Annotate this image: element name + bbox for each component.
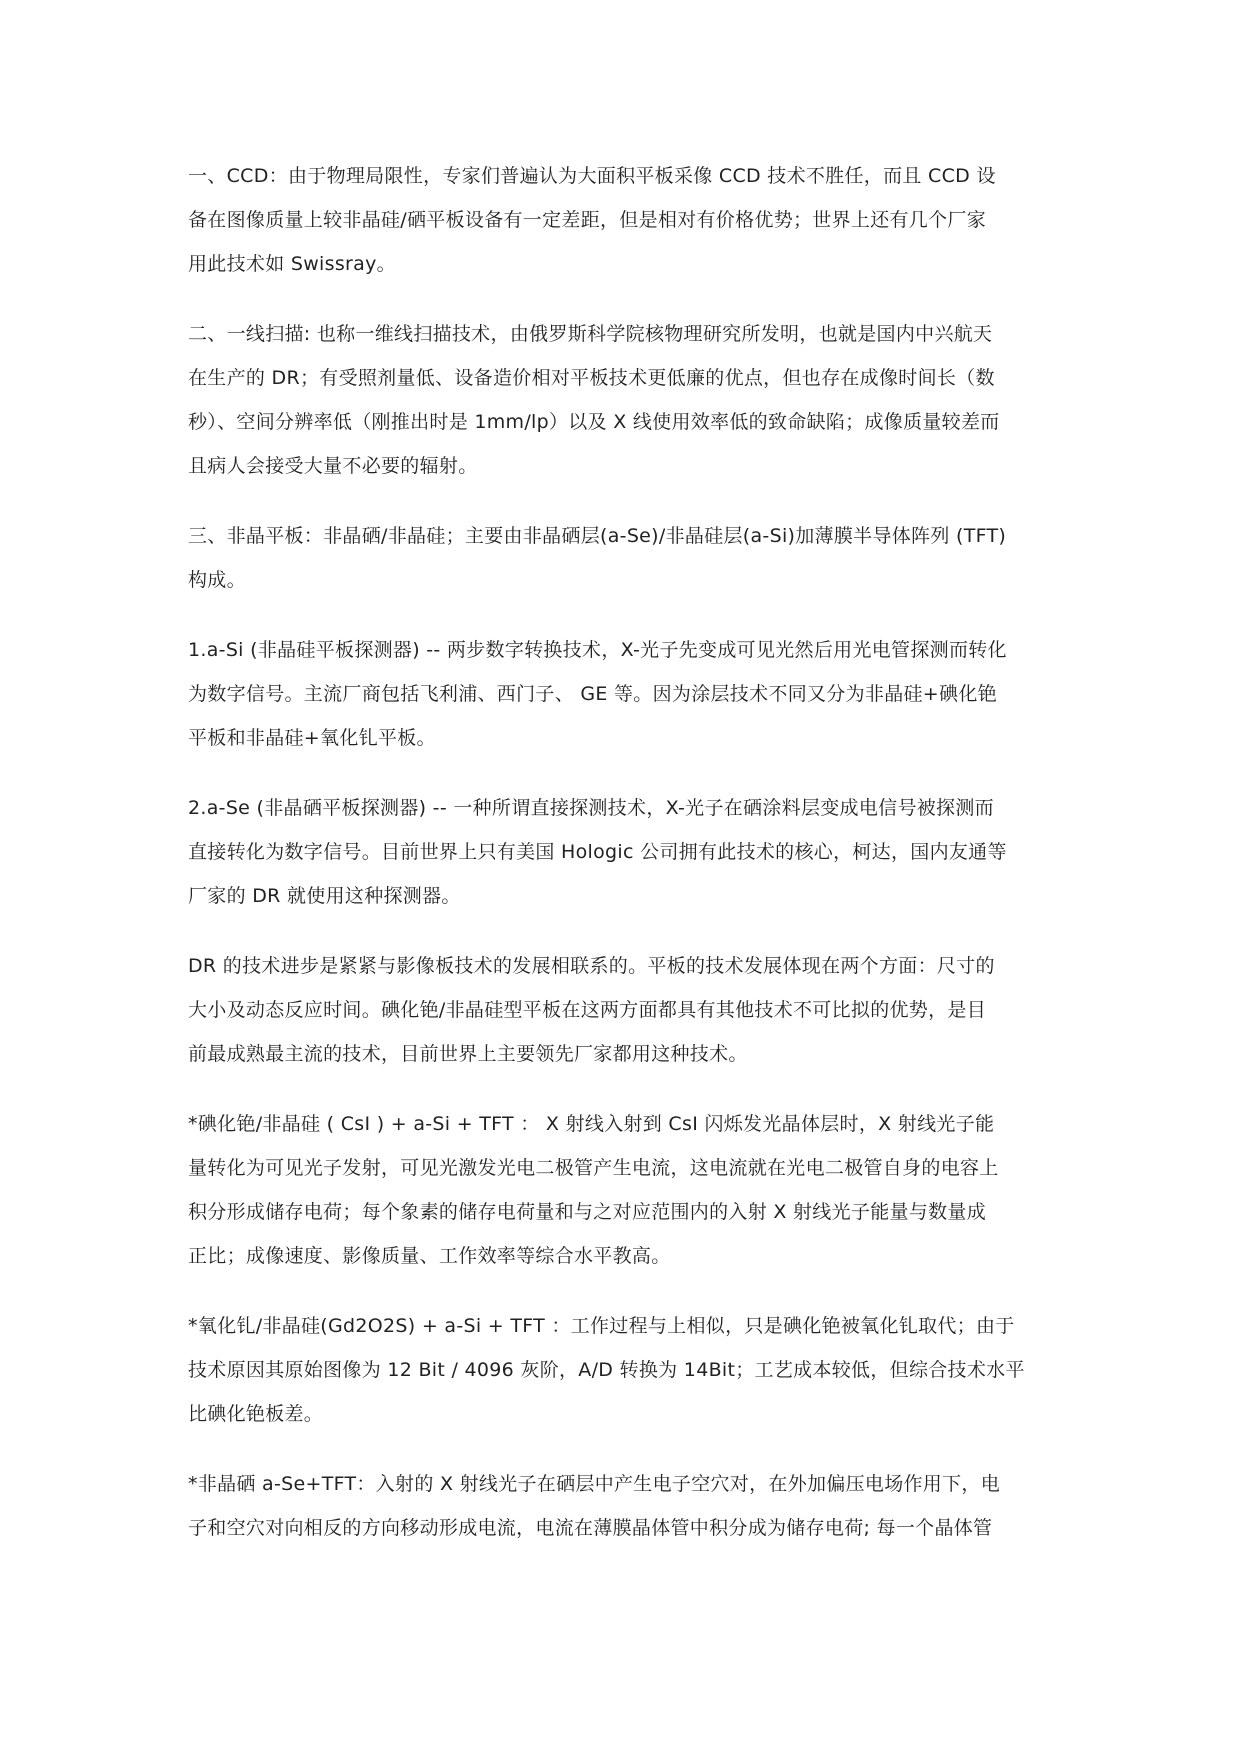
text-line: 量转化为可见光子发射，可见光激发光电二极管产生电流，这电流就在光电二极管自身的电容上 xyxy=(188,1157,999,1179)
text-line: 厂家的 DR 就使用这种探测器。 xyxy=(188,885,461,907)
paragraph-amorphous-panel xyxy=(188,514,1058,602)
paragraph-a-si xyxy=(188,628,1058,760)
document-body xyxy=(188,154,1058,1550)
text-line: 构成。 xyxy=(188,569,246,591)
text-line: 正比；成像速度、影像质量、工作效率等综合水平教高。 xyxy=(188,1245,671,1267)
text-line: 前最成熟最主流的技术，目前世界上主要领先厂家都用这种技术。 xyxy=(188,1043,748,1065)
paragraph-line-scan xyxy=(188,312,1058,488)
text-line: 二、一线扫描: 也称一维线扫描技术，由俄罗斯科学院核物理研究所发明，也就是国内中兴航天 xyxy=(188,323,993,345)
paragraph-gd2o2s-a-si xyxy=(188,1304,1058,1436)
text-line: 直接转化为数字信号。目前世界上只有美国 Hologic 公司拥有此技术的核心，柯达，国内友通等 xyxy=(188,841,1007,863)
text-line: 且病人会接受大量不必要的辐射。 xyxy=(188,455,478,477)
text-line: 一、CCD：由于物理局限性，专家们普遍认为大面积平板采像 CCD 技术不胜任，而且 CCD 设 xyxy=(188,165,996,187)
text-line: 子和空穴对向相反的方向移动形成电流，电流在薄膜晶体管中积分成为储存电荷; 每一个晶体管 xyxy=(188,1517,993,1539)
paragraph-ccd xyxy=(188,154,1058,286)
text-line: 备在图像质量上较非晶硅/硒平板设备有一定差距，但是相对有价格优势；世界上还有几个厂家 xyxy=(188,209,987,231)
text-line: 大小及动态反应时间。碘化铯/非晶硅型平板在这两方面都具有其他技术不可比拟的优势，是目 xyxy=(188,999,987,1021)
text-line: 积分形成储存电荷；每个象素的储存电荷量和与之对应范围内的入射 X 射线光子能量与数量成 xyxy=(188,1201,986,1223)
text-line: 三、非晶平板：非晶硒/非晶硅；主要由非晶硒层(a-Se)/非晶硅层(a-Si)加薄膜半导体阵列 (TFT) xyxy=(188,525,1007,547)
text-line: 秒）、空间分辨率低（刚推出时是 1mm/lp）以及 X 线使用效率低的致命缺陷；成像质量较差而 xyxy=(188,411,1000,433)
text-line: 技术原因其原始图像为 12 Bit / 4096 灰阶，A/D 转换为 14Bit；工艺成本较低，但综合技术水平 xyxy=(188,1359,1025,1381)
text-line: *氧化钆/非晶硅(Gd2O2S) + a-Si + TFT ：工作过程与上相似，只是碘化铯被氧化钆取代；由于 xyxy=(188,1315,1015,1337)
text-line: DR 的技术进步是紧紧与影像板技术的发展相联系的。平板的技术发展体现在两个方面：尺寸的 xyxy=(188,955,995,977)
paragraph-a-se-tft xyxy=(188,1462,1058,1550)
text-line: 在生产的 DR；有受照剂量低、设备造价相对平板技术更低廉的优点，但也存在成像时间长（数 xyxy=(188,367,995,389)
paragraph-a-se xyxy=(188,786,1058,918)
text-line: 1.a-Si (非晶硅平板探测器) -- 两步数字转换技术，X-光子先变成可见光然后用光电管探测而转化 xyxy=(188,639,1007,661)
text-line: 为数字信号。主流厂商包括飞利浦、西门子、 GE 等。因为涂层技术不同又分为非晶硅+碘化铯 xyxy=(188,683,997,705)
text-line: 2.a-Se (非晶硒平板探测器) -- 一种所谓直接探测技术，X-光子在硒涂料层变成电信号被探测而 xyxy=(188,797,994,819)
paragraph-csi-a-si xyxy=(188,1102,1058,1278)
paragraph-dr-progress xyxy=(188,944,1058,1076)
text-line: 比碘化铯板差。 xyxy=(188,1403,324,1425)
text-line: *碘化铯/非晶硅 ( CsI ) + a-Si + TFT ： X 射线入射到 CsI 闪烁发光晶体层时，X 射线光子能 xyxy=(188,1113,995,1135)
text-line: 用此技术如 Swissray。 xyxy=(188,253,396,275)
text-line: 平板和非晶硅+氧化钆平板。 xyxy=(188,727,436,749)
text-line: *非晶硒 a-Se+TFT：入射的 X 射线光子在硒层中产生电子空穴对，在外加偏压电场作用下，电 xyxy=(188,1473,1001,1495)
